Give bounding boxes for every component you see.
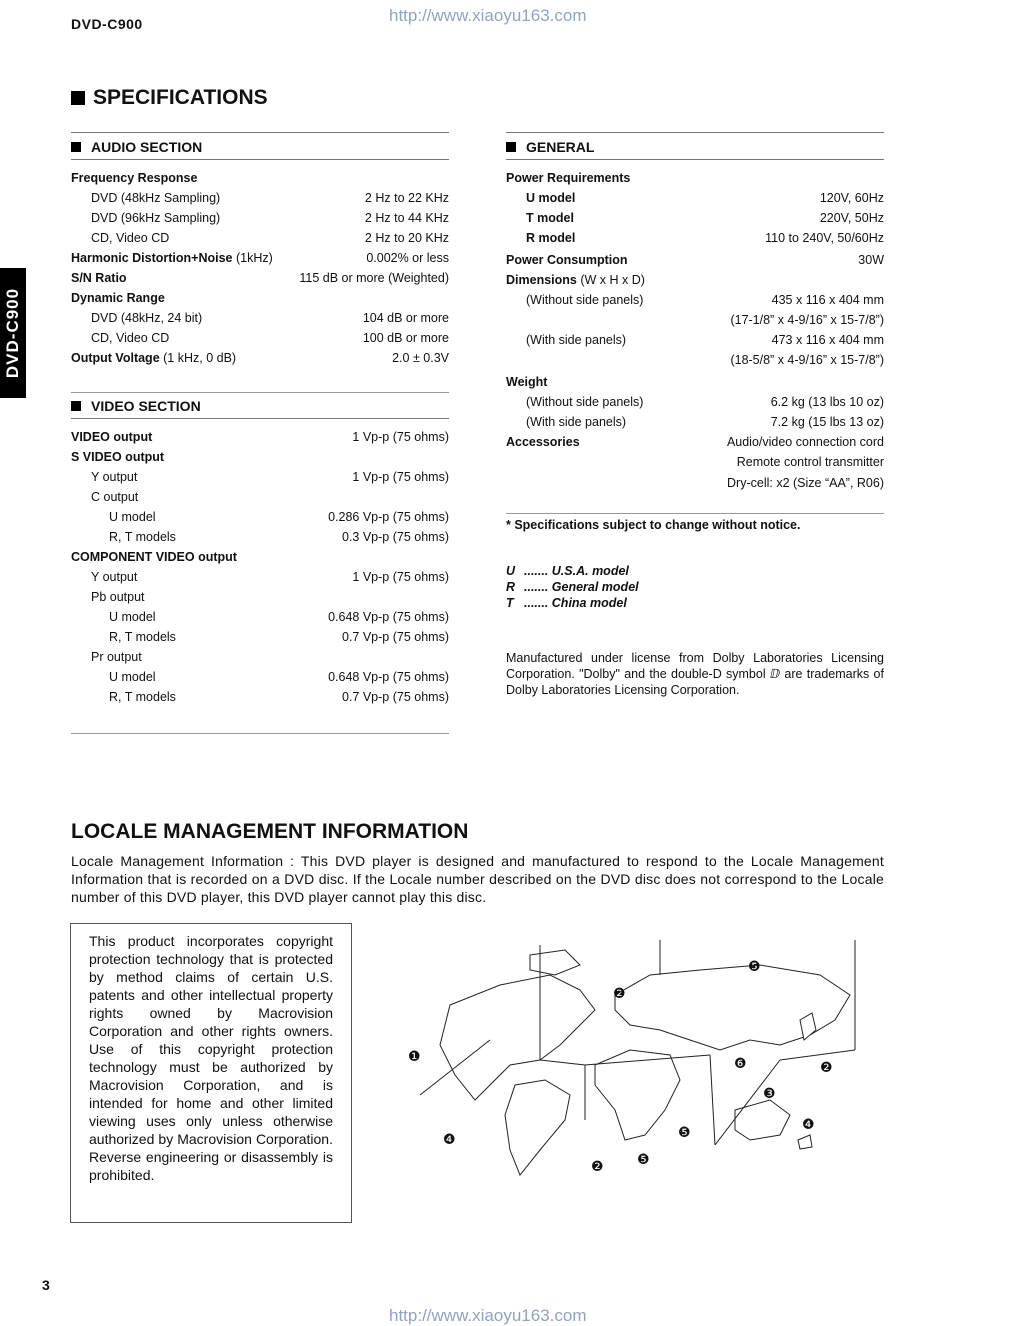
model-header: DVD-C900 — [71, 16, 143, 32]
continents — [440, 950, 850, 1175]
locale-title: LOCALE MANAGEMENT INFORMATION — [71, 820, 469, 843]
spec-value: 110 to 240V, 50/60Hz — [765, 231, 884, 245]
spec-label: (Without side panels) — [526, 293, 644, 307]
new-zealand-shape — [798, 1135, 812, 1149]
region-4-marker: ❹ — [802, 1117, 815, 1133]
spec-label: Frequency Response — [71, 171, 198, 185]
spec-value: 0.286 Vp-p (75 ohms) — [328, 510, 449, 524]
legend-item: T ....... China model — [506, 596, 627, 610]
spec-value: 0.648 Vp-p (75 ohms) — [328, 610, 449, 624]
spec-label: R, T models — [109, 690, 176, 704]
region-1-marker: ❶ — [408, 1049, 421, 1065]
spec-row — [71, 248, 449, 268]
video-section — [71, 392, 449, 707]
spec-row — [506, 228, 884, 248]
spec-value: 2 Hz to 22 KHz — [364, 191, 449, 205]
legend-item: R ....... General model — [506, 580, 639, 594]
spec-label: Y output — [91, 570, 138, 584]
audio-section — [71, 132, 449, 368]
region-2-marker: ❷ — [820, 1060, 833, 1076]
spec-label: Dimensions (W x H x D) — [506, 273, 645, 287]
spec-label: Accessories — [506, 435, 580, 449]
spec-row — [71, 547, 449, 567]
south-america-shape — [505, 1080, 570, 1175]
spec-row — [71, 507, 449, 527]
spec-label: Output Voltage (1 kHz, 0 dB) — [71, 351, 237, 365]
spec-label: CD, Video CD — [91, 331, 170, 345]
spec-row — [71, 288, 449, 308]
region-6-marker: ❻ — [734, 1056, 747, 1072]
top-url[interactable]: http://www.xiaoyu163.com — [389, 6, 587, 25]
spec-value: 115 dB or more (Weighted) — [299, 271, 449, 285]
spec-row — [506, 412, 884, 432]
spec-value: (18-5/8” x 4-9/16” x 15-7/8”) — [730, 353, 884, 367]
spec-value: 1 Vp-p (75 ohms) — [352, 470, 449, 484]
spec-row — [506, 473, 884, 493]
spec-row — [71, 208, 449, 228]
spec-label: Pb output — [91, 590, 145, 604]
spec-row — [71, 168, 449, 188]
general-section — [506, 132, 884, 493]
spec-value: Remote control transmitter — [736, 455, 884, 469]
eurasia-shape — [615, 965, 850, 1050]
spec-value: 0.3 Vp-p (75 ohms) — [342, 530, 449, 544]
spec-value: 104 dB or more — [362, 311, 449, 325]
boundary-line — [710, 1055, 715, 1145]
spec-row — [71, 447, 449, 467]
spec-row — [71, 268, 449, 288]
spec-row — [71, 228, 449, 248]
spec-row — [506, 310, 884, 330]
north-america-shape — [440, 975, 595, 1100]
side-tab-label: DVD-C900 — [3, 287, 22, 379]
boundary-line — [540, 1060, 585, 1065]
divider — [71, 733, 449, 734]
specifications-title: SPECIFICATIONS — [71, 86, 268, 110]
spec-label: T model — [526, 211, 574, 225]
spec-label: Power Consumption — [506, 253, 628, 267]
spec-row — [71, 607, 449, 627]
spec-label: U model — [109, 670, 156, 684]
legend-item: U ....... U.S.A. model — [506, 564, 629, 578]
audio-spec-list — [71, 168, 449, 368]
spec-row — [71, 667, 449, 687]
spec-label: R model — [526, 231, 576, 245]
spec-label: R, T models — [109, 630, 176, 644]
spec-label: Y output — [91, 470, 138, 484]
spec-value: 2 Hz to 20 KHz — [364, 231, 449, 245]
spec-label: DVD (48kHz Sampling) — [91, 191, 221, 205]
spec-value: 0.7 Vp-p (75 ohms) — [342, 690, 449, 704]
spec-value: 0.002% or less — [366, 251, 449, 265]
spec-row — [506, 452, 884, 472]
spec-value: 30W — [858, 253, 884, 267]
spec-value: 6.2 kg (13 lbs 10 oz) — [770, 395, 884, 409]
spec-row — [71, 188, 449, 208]
spec-label: DVD (48kHz, 24 bit) — [91, 311, 203, 325]
spec-value: 0.7 Vp-p (75 ohms) — [342, 630, 449, 644]
side-tab — [0, 268, 26, 398]
square-bullet-icon — [71, 91, 85, 105]
model-legend — [506, 563, 639, 611]
region-map — [380, 935, 900, 1185]
australia-shape — [735, 1100, 790, 1140]
spec-row — [71, 427, 449, 447]
spec-row — [506, 188, 884, 208]
spec-label: DVD (96kHz Sampling) — [91, 211, 221, 225]
region-3-marker: ❸ — [763, 1086, 776, 1102]
spec-label: Weight — [506, 375, 548, 389]
spec-label: Pr output — [91, 650, 142, 664]
spec-row — [506, 432, 884, 452]
dolby-notice: Manufactured under license from Dolby Laboratories Licensing Corporation. "Dolby" and the double-D symbol ⅅ are trademarks of Dolby Laboratories Licensing Corporation. — [506, 651, 884, 697]
spec-label: COMPONENT VIDEO output — [71, 550, 237, 564]
copyright-box: This product incorporates copyright protection technology that is protected by method claims of certain U.S. patents and other intellectual property rights owned by Macrovision Corporation and other rights owners. Use of this copyright protection technology must be authorized by Macrovision Corporation, and is intended for home and other limited viewing uses only unless otherwise authorized by Macrovision Corporation. Reverse engineering or disassembly is prohibited. — [70, 923, 352, 1223]
spec-value: 435 x 116 x 404 mm — [771, 293, 884, 307]
divider — [506, 513, 884, 514]
page-number: 3 — [42, 1277, 50, 1293]
spec-row — [71, 328, 449, 348]
spec-label: CD, Video CD — [91, 231, 170, 245]
spec-label: VIDEO output — [71, 430, 153, 444]
spec-row — [506, 330, 884, 350]
spec-label: U model — [109, 610, 156, 624]
region-5-marker: ❺ — [637, 1152, 650, 1168]
spec-row — [71, 587, 449, 607]
square-bullet-icon — [71, 401, 81, 411]
spec-row — [71, 527, 449, 547]
spec-value: (17-1/8” x 4-9/16” x 15-7/8”) — [730, 313, 884, 327]
spec-label: S VIDEO output — [71, 450, 165, 464]
spec-row — [506, 168, 884, 188]
square-bullet-icon — [71, 142, 81, 152]
spec-value: 2.0 ± 0.3V — [392, 351, 449, 365]
spec-row — [506, 392, 884, 412]
spec-row — [71, 467, 449, 487]
spec-value: Audio/video connection cord — [726, 435, 884, 449]
region-2-marker: ❷ — [613, 986, 626, 1002]
spec-value: 120V, 60Hz — [819, 191, 884, 205]
spec-value: 7.2 kg (15 lbs 13 oz) — [770, 415, 884, 429]
spec-value: 220V, 50Hz — [819, 211, 884, 225]
locale-intro: Locale Management Information : This DVD player is designed and manufactured to respond to the Locale Management Information that is recorded on a DVD disc. If the Locale number described on the DVD disc does not correspond to the Locale number of this DVD player, this DVD player cannot play this disc. — [71, 853, 884, 905]
spec-row — [506, 372, 884, 392]
spec-value: 1 Vp-p (75 ohms) — [352, 430, 449, 444]
spec-row — [506, 270, 884, 290]
spec-label: U model — [109, 510, 156, 524]
spec-label: Power Requirements — [506, 171, 631, 185]
video-spec-list — [71, 427, 449, 707]
spec-row — [71, 308, 449, 328]
spec-value: 1 Vp-p (75 ohms) — [352, 570, 449, 584]
spec-row — [506, 250, 884, 270]
boundary-line — [780, 1050, 855, 1060]
region-5-marker: ❺ — [678, 1125, 691, 1141]
spec-row — [71, 567, 449, 587]
general-section-header: GENERAL — [506, 132, 884, 160]
spec-label: Harmonic Distortion+Noise (1kHz) — [71, 251, 273, 265]
spec-label: C output — [91, 490, 139, 504]
spec-label: (With side panels) — [526, 333, 627, 347]
spec-value: 100 dB or more — [362, 331, 449, 345]
spec-label: Dynamic Range — [71, 291, 165, 305]
spec-label: R, T models — [109, 530, 176, 544]
spec-label: (Without side panels) — [526, 395, 644, 409]
spec-row — [506, 208, 884, 228]
general-spec-list — [506, 168, 884, 493]
spec-label: (With side panels) — [526, 415, 627, 429]
bottom-url[interactable]: http://www.xiaoyu163.com — [389, 1306, 587, 1325]
spec-row — [506, 350, 884, 370]
region-2-marker: ❷ — [591, 1159, 604, 1175]
spec-row — [506, 290, 884, 310]
spec-value: 2 Hz to 44 KHz — [364, 211, 449, 225]
spec-row — [71, 627, 449, 647]
spec-value: 0.648 Vp-p (75 ohms) — [328, 670, 449, 684]
region-4-marker: ❹ — [443, 1132, 456, 1148]
region-5-marker: ❺ — [748, 959, 761, 975]
spec-label: S/N Ratio — [71, 271, 127, 285]
spec-row — [71, 647, 449, 667]
spec-notice: * Specifications subject to change without notice. — [506, 518, 801, 532]
spec-row — [71, 487, 449, 507]
spec-label: U model — [526, 191, 576, 205]
greenland-shape — [530, 950, 580, 975]
audio-section-header: AUDIO SECTION — [71, 132, 449, 160]
spec-value: Dry-cell: x2 (Size “AA”, R06) — [727, 476, 884, 490]
spec-row — [71, 348, 449, 368]
spec-row — [71, 687, 449, 707]
video-section-header: VIDEO SECTION — [71, 392, 449, 419]
square-bullet-icon — [506, 142, 516, 152]
spec-value: 473 x 116 x 404 mm — [771, 333, 884, 347]
